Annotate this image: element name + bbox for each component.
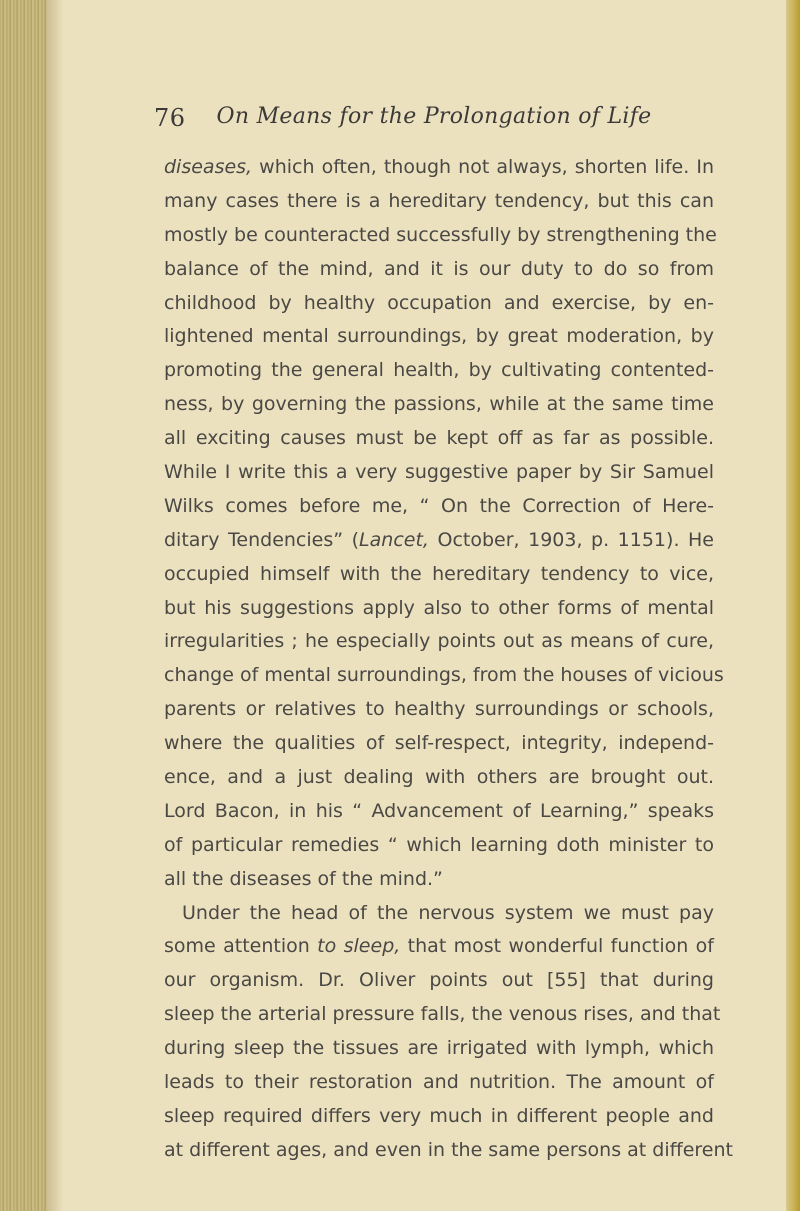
text-line: While I write this a very suggestive paper by Sir Samuel xyxy=(164,461,714,484)
text-line: ness, by governing the passions, while at the same time xyxy=(164,393,714,416)
italic-text: diseases, xyxy=(164,156,253,178)
text-line: Wilks comes before me, “ On the Correction of Here- xyxy=(164,494,714,517)
page-edge-left xyxy=(0,0,46,1211)
text-line: leads to their restoration and nutrition. The amount of xyxy=(164,1071,714,1094)
text-line: change of mental surroundings, from the houses of vicious xyxy=(164,664,724,687)
text-line: sleep the arterial pressure falls, the venous rises, and that xyxy=(164,1003,721,1026)
italic-text: to sleep, xyxy=(317,935,401,958)
text-line: many cases there is a hereditary tendency, but this can xyxy=(164,189,714,212)
text-line: where the qualities of self-respect, integrity, independ- xyxy=(164,732,714,755)
text-line: sleep required differs very much in different people and xyxy=(164,1104,714,1127)
text-line: irregularities ; he especially points out as means of cure, xyxy=(164,630,714,653)
text-line: mostly be counteracted successfully by strengthening the xyxy=(164,223,717,246)
text-line: balance of the mind, and it is our duty to do so from xyxy=(164,257,714,280)
text-line: occupied himself with the hereditary tendency to vice, xyxy=(164,562,714,585)
text-line: childhood by healthy occupation and exercise, by en- xyxy=(164,291,714,314)
text-line: but his suggestions apply also to other forms of mental xyxy=(164,596,714,619)
text-line: all the diseases of the mind.” xyxy=(164,867,443,890)
body-text xyxy=(164,151,733,1168)
text-line: Lord Bacon, in his “ Advancement of Learning,” speaks xyxy=(164,799,714,822)
text-line: parents or relatives to healthy surroundings or schools, xyxy=(164,698,714,721)
page-edge-right xyxy=(786,0,800,1211)
text-line: diseases, which often, though not always, shorten life. In xyxy=(164,156,714,178)
text-line: our organism. Dr. Oliver points out [55] that during xyxy=(164,969,714,992)
text-line: of particular remedies “ which learning doth minister to xyxy=(164,833,714,856)
text-line: at different ages, and even in the same persons at different xyxy=(164,1138,733,1161)
text-line: all exciting causes must be kept off as far as possible. xyxy=(164,427,714,450)
text-line: during sleep the tissues are irrigated with lymph, which xyxy=(164,1037,714,1060)
page-number: 76 xyxy=(154,104,186,132)
text-line: some attention to sleep, that most wonderful function of xyxy=(164,935,714,958)
text-line: ditary Tendencies” (Lancet, October, 1903, p. 1151). He xyxy=(164,528,714,551)
text-line: Under the head of the nervous system we must pay xyxy=(182,901,714,924)
italic-text: Lancet, xyxy=(359,528,429,551)
text-line: lightened mental surroundings, by great moderation, by xyxy=(164,325,714,348)
text-line: promoting the general health, by cultivating contented- xyxy=(164,359,714,382)
page-header xyxy=(154,104,714,140)
text-line: ence, and a just dealing with others are brought out. xyxy=(164,766,714,789)
running-head: On Means for the Prolongation of Life xyxy=(216,104,652,129)
